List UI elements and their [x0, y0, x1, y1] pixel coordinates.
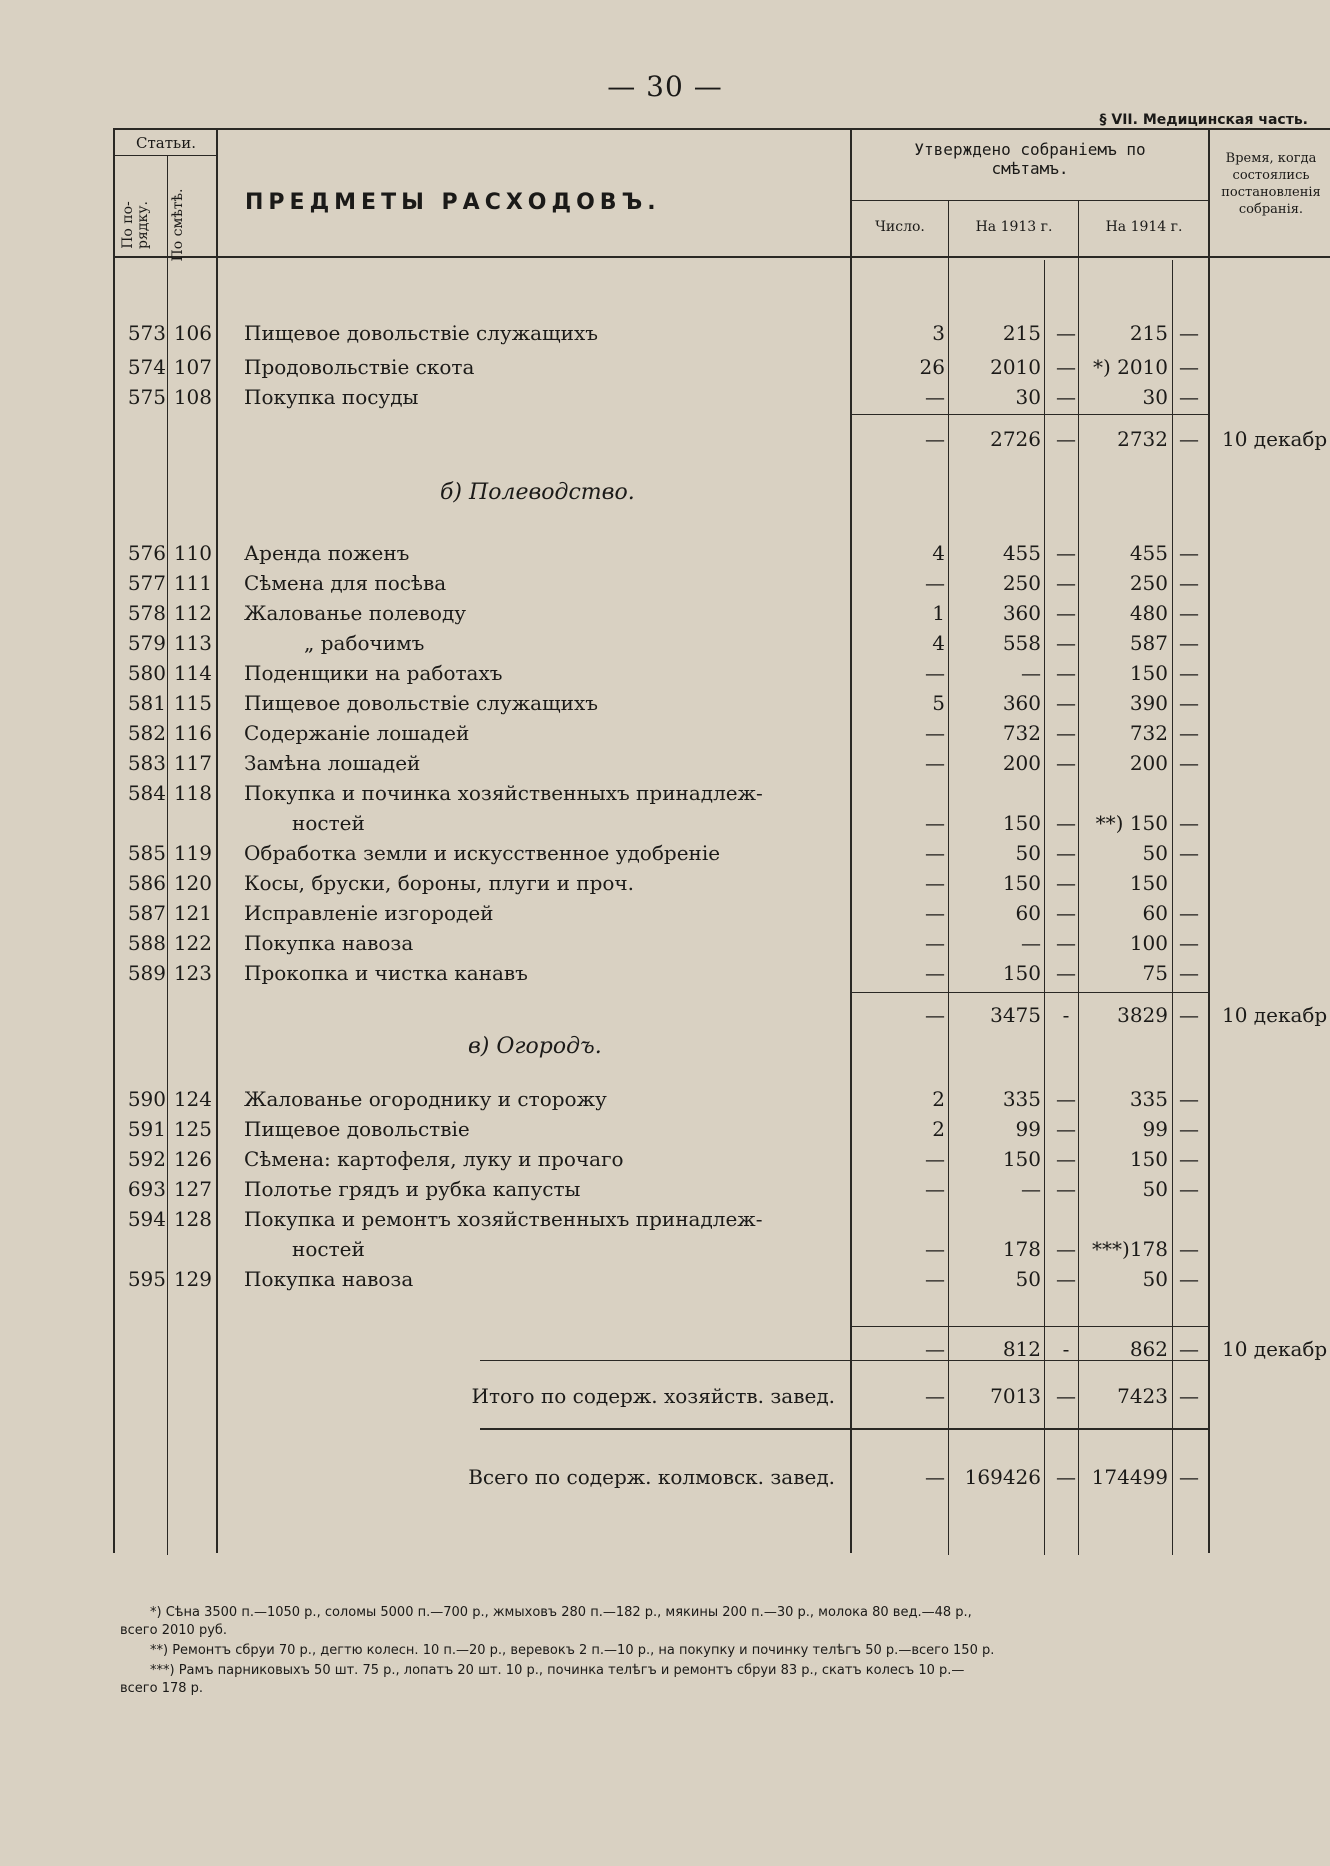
estimate-number: 123: [173, 961, 212, 985]
table-row: [0, 778, 1330, 808]
dash: —: [1179, 661, 1199, 685]
table-row: [0, 1204, 1330, 1234]
dash: —: [1056, 1117, 1076, 1141]
dash: —: [1179, 1237, 1199, 1261]
quantity: —: [925, 1177, 945, 1201]
dash: —: [1056, 631, 1076, 655]
item-name: Поденщики на работахъ: [244, 661, 503, 685]
item-name: Жалованье огороднику и сторожу: [244, 1087, 607, 1111]
vsego-1914: 174499: [1091, 1465, 1168, 1489]
dash: —: [1179, 901, 1199, 925]
vsego-label: Всего по содерж. колмовск. завед.: [468, 1465, 835, 1489]
table-row: [0, 1114, 1330, 1144]
estimate-number: 113: [173, 631, 212, 655]
dash: —: [1056, 721, 1076, 745]
quantity: —: [925, 841, 945, 865]
quantity: 2: [932, 1117, 945, 1141]
table-row: [0, 808, 1330, 838]
table-row: [0, 1334, 1330, 1364]
dash: —: [1179, 355, 1199, 379]
item-name: Прокопка и чистка канавъ: [244, 961, 528, 985]
footnote: **) Ремонтъ сбруи 70 р., дегтю колесн. 10 п.—20 р., веревокъ 2 п.—10 р., на покупку и починку телѣгъ 50 р.—всего 150 р.: [150, 1643, 995, 1658]
table-row: [0, 538, 1330, 568]
quantity: —: [925, 871, 945, 895]
dash: —: [1056, 1267, 1076, 1291]
amount-1914: 250: [1129, 571, 1168, 595]
estimate-number: 128: [173, 1207, 212, 1231]
table-row: [0, 318, 1330, 348]
amount-1914: 455: [1129, 541, 1168, 565]
amount-1913: —: [1021, 931, 1041, 955]
amount-1913: 360: [1002, 601, 1041, 625]
estimate-number: 116: [173, 721, 212, 745]
dash: —: [1056, 661, 1076, 685]
quantity: —: [925, 751, 945, 775]
amount-1914: 50: [1142, 841, 1168, 865]
row-number: 584: [127, 781, 166, 805]
estimate-number: 117: [173, 751, 212, 775]
amount-1914: 480: [1129, 601, 1168, 625]
dash: —: [1056, 1087, 1076, 1111]
subtotal-rule: [850, 414, 1208, 415]
amount-1913: 360: [1002, 691, 1041, 715]
item-name: Полотье грядъ и рубка капусты: [244, 1177, 581, 1201]
header-po-smete: По смѣтѣ.: [170, 188, 186, 262]
header-approved: Утверждено собраніемъ по смѣтамъ.: [914, 140, 1146, 178]
dash: —: [1056, 601, 1076, 625]
amount-1914: *) 2010: [1092, 355, 1168, 379]
table-row: [0, 958, 1330, 988]
amount-1914: **) 150: [1095, 811, 1168, 835]
amount-1913: 150: [1002, 871, 1041, 895]
row-number: 580: [127, 661, 166, 685]
quantity: —: [925, 1237, 945, 1261]
estimate-number: 122: [173, 931, 212, 955]
table-row: [0, 898, 1330, 928]
amount-1914: 335: [1129, 1087, 1168, 1111]
header-vremya: Время, когда состоялись постановленія собранія.: [1221, 151, 1321, 217]
dash: —: [1056, 385, 1076, 409]
decision-date: 10 декабр: [1222, 1337, 1328, 1361]
item-name: Покупка и ремонтъ хозяйственныхъ принадлеж-: [244, 1207, 763, 1231]
item-name: Исправленіе изгородей: [244, 901, 494, 925]
dash: —: [1179, 1147, 1199, 1171]
row-number: 575: [127, 385, 166, 409]
footnote: ***) Рамъ парниковыхъ 50 шт. 75 р., лопатъ 20 шт. 10 р., починка телѣгъ и ремонтъ сбруи 83 р., скатъ колесъ 10 р.—: [150, 1663, 965, 1678]
row-number: 582: [127, 721, 166, 745]
dash: —: [1056, 355, 1076, 379]
table-row: [0, 1144, 1330, 1174]
header-1914: На 1914 г.: [1105, 219, 1183, 235]
table-row: [0, 718, 1330, 748]
amount-1913: 178: [1002, 1237, 1041, 1261]
table-row: [0, 352, 1330, 382]
amount-1913: 812: [1002, 1337, 1041, 1361]
quantity: —: [925, 427, 945, 451]
item-name: Пищевое довольствіе служащихъ: [244, 321, 598, 345]
vsego-row: [0, 1462, 1330, 1492]
itogo-dash: —: [1179, 1384, 1199, 1408]
quantity: —: [925, 1003, 945, 1027]
header-rule: [113, 155, 216, 156]
amount-1913: 200: [1002, 751, 1041, 775]
estimate-number: 129: [173, 1267, 212, 1291]
amount-1913: 2726: [990, 427, 1041, 451]
subhead-polevodstvo: б) Полеводство.: [440, 480, 635, 505]
header-1913: На 1913 г.: [975, 219, 1053, 235]
dash: —: [1056, 931, 1076, 955]
row-number: 576: [127, 541, 166, 565]
amount-1914: 150: [1129, 661, 1168, 685]
dash: —: [1179, 541, 1199, 565]
estimate-number: 112: [173, 601, 212, 625]
quantity: —: [925, 931, 945, 955]
amount-1913: 60: [1015, 901, 1041, 925]
dash: —: [1056, 871, 1076, 895]
table-row: [0, 868, 1330, 898]
itogo-1914: 7423: [1117, 1384, 1168, 1408]
itogo-row: [0, 1381, 1330, 1411]
item-name: Пищевое довольствіе: [244, 1117, 470, 1141]
row-number: 573: [127, 321, 166, 345]
item-name: „ рабочимъ: [304, 631, 425, 655]
header-chislo: Число.: [875, 219, 925, 235]
table-row: [0, 1084, 1330, 1114]
amount-1913: 150: [1002, 961, 1041, 985]
table-row: [0, 1174, 1330, 1204]
estimate-number: 119: [173, 841, 212, 865]
header-rule: [850, 200, 1208, 201]
amount-1914: 215: [1129, 321, 1168, 345]
quantity: —: [925, 385, 945, 409]
amount-1914: 50: [1142, 1267, 1168, 1291]
dash: —: [1179, 1003, 1199, 1027]
quantity: —: [925, 1267, 945, 1291]
vsego-dash: —: [1179, 1465, 1199, 1489]
item-name: Покупка навоза: [244, 931, 414, 955]
estimate-number: 120: [173, 871, 212, 895]
amount-1914: 99: [1142, 1117, 1168, 1141]
row-number: 588: [127, 931, 166, 955]
amount-1913: 215: [1002, 321, 1041, 345]
amount-1914: 200: [1129, 751, 1168, 775]
estimate-number: 107: [173, 355, 212, 379]
estimate-number: 121: [173, 901, 212, 925]
itogo-label: Итого по содерж. хозяйств. завед.: [471, 1384, 835, 1408]
estimate-number: 126: [173, 1147, 212, 1171]
quantity: —: [925, 961, 945, 985]
amount-1913: 50: [1015, 841, 1041, 865]
itogo-1913: 7013: [990, 1384, 1041, 1408]
dash: —: [1056, 427, 1076, 451]
quantity: —: [925, 811, 945, 835]
amount-1914: 150: [1129, 871, 1168, 895]
grand-total-rule: [480, 1428, 1208, 1430]
table-row: [0, 424, 1330, 454]
amount-1913: 50: [1015, 1267, 1041, 1291]
dash: -: [1062, 1003, 1070, 1027]
dash: —: [1179, 691, 1199, 715]
page-number: — 30 —: [607, 70, 723, 103]
footnote: всего 2010 руб.: [120, 1623, 228, 1638]
dash: —: [1056, 811, 1076, 835]
table-row: [0, 1000, 1330, 1030]
decision-date: 10 декабр: [1222, 1003, 1328, 1027]
quantity: —: [925, 1337, 945, 1361]
amount-1913: 30: [1015, 385, 1041, 409]
row-number: 578: [127, 601, 166, 625]
vsego-qty: —: [925, 1465, 945, 1489]
estimate-number: 125: [173, 1117, 212, 1141]
item-name: ностей: [292, 811, 365, 835]
estimate-number: 118: [173, 781, 212, 805]
dash: —: [1056, 571, 1076, 595]
subhead-ogorod: в) Огородъ.: [468, 1034, 602, 1059]
amount-1914: 3829: [1117, 1003, 1168, 1027]
item-name: Сѣмена для посѣва: [244, 571, 447, 595]
amount-1914: 30: [1142, 385, 1168, 409]
dash: —: [1056, 1177, 1076, 1201]
row-number: 574: [127, 355, 166, 379]
quantity: 1: [932, 601, 945, 625]
dash: —: [1179, 1087, 1199, 1111]
quantity: 26: [919, 355, 945, 379]
quantity: 4: [932, 631, 945, 655]
header-bottom-rule: [113, 256, 1330, 258]
item-name: Покупка и починка хозяйственныхъ принадлеж-: [244, 781, 763, 805]
row-number: 590: [127, 1087, 166, 1111]
table-row: [0, 628, 1330, 658]
item-name: Покупка посуды: [244, 385, 419, 409]
amount-1913: 3475: [990, 1003, 1041, 1027]
amount-1914: 587: [1129, 631, 1168, 655]
dash: —: [1179, 571, 1199, 595]
table-row: [0, 568, 1330, 598]
row-number: 586: [127, 871, 166, 895]
dash: —: [1179, 1177, 1199, 1201]
estimate-number: 124: [173, 1087, 212, 1111]
quantity: 5: [932, 691, 945, 715]
table-row: [0, 1234, 1330, 1264]
dash: —: [1179, 631, 1199, 655]
dash: —: [1179, 1337, 1199, 1361]
dash: —: [1179, 385, 1199, 409]
subtotal-rule: [850, 992, 1208, 993]
dash: —: [1056, 841, 1076, 865]
dash: —: [1179, 427, 1199, 451]
item-name: Жалованье полеводу: [244, 601, 467, 625]
dash: —: [1179, 961, 1199, 985]
item-name: Обработка земли и искусственное удобреніе: [244, 841, 721, 865]
table-row: [0, 598, 1330, 628]
amount-1914: 50: [1142, 1177, 1168, 1201]
row-number: 594: [127, 1207, 166, 1231]
table-row: [0, 658, 1330, 688]
item-name: Косы, бруски, бороны, плуги и проч.: [244, 871, 635, 895]
estimate-number: 110: [173, 541, 212, 565]
row-number: 581: [127, 691, 166, 715]
amount-1913: 150: [1002, 811, 1041, 835]
table-row: [0, 928, 1330, 958]
footnote: *) Сѣна 3500 п.—1050 р., соломы 5000 п.—700 р., жмыховъ 280 п.—182 р., мякины 200 п.—30 р., молока 80 вед.—48 р.,: [150, 1605, 972, 1620]
quantity: 3: [932, 321, 945, 345]
row-number: 579: [127, 631, 166, 655]
row-number: 693: [127, 1177, 166, 1201]
item-name: Аренда поженъ: [244, 541, 410, 565]
estimate-number: 127: [173, 1177, 212, 1201]
subtotal-rule: [850, 1326, 1208, 1327]
item-name: Замѣна лошадей: [244, 751, 421, 775]
amount-1913: 558: [1002, 631, 1041, 655]
dash: —: [1179, 931, 1199, 955]
table-row: [0, 748, 1330, 778]
amount-1914: 2732: [1117, 427, 1168, 451]
dash: —: [1179, 841, 1199, 865]
dash: —: [1179, 1117, 1199, 1141]
table-row: [0, 838, 1330, 868]
quantity: 4: [932, 541, 945, 565]
row-number: 595: [127, 1267, 166, 1291]
itogo-qty: —: [925, 1384, 945, 1408]
dash: —: [1179, 721, 1199, 745]
dash: -: [1062, 1337, 1070, 1361]
vsego-1913: 169426: [964, 1465, 1041, 1489]
row-number: 587: [127, 901, 166, 925]
row-number: 585: [127, 841, 166, 865]
amount-1914: 862: [1129, 1337, 1168, 1361]
dash: —: [1179, 1267, 1199, 1291]
dash: —: [1056, 321, 1076, 345]
amount-1913: 99: [1015, 1117, 1041, 1141]
dash: —: [1179, 751, 1199, 775]
estimate-number: 111: [173, 571, 212, 595]
amount-1913: 732: [1002, 721, 1041, 745]
dash: —: [1179, 811, 1199, 835]
dash: —: [1056, 1147, 1076, 1171]
amount-1913: 455: [1002, 541, 1041, 565]
dash: —: [1056, 1237, 1076, 1261]
estimate-number: 108: [173, 385, 212, 409]
row-number: 592: [127, 1147, 166, 1171]
decision-date: 10 декабр: [1222, 427, 1328, 451]
estimate-number: 106: [173, 321, 212, 345]
header-stati: Статьи.: [136, 134, 196, 152]
amount-1914: 390: [1129, 691, 1168, 715]
amount-1914: 150: [1129, 1147, 1168, 1171]
quantity: 2: [932, 1087, 945, 1111]
footnote: всего 178 р.: [120, 1681, 204, 1696]
table-row: [0, 382, 1330, 412]
quantity: —: [925, 661, 945, 685]
dash: —: [1056, 691, 1076, 715]
item-name: Продовольствіе скота: [244, 355, 475, 379]
table-row: [0, 688, 1330, 718]
amount-1913: 250: [1002, 571, 1041, 595]
amount-1913: —: [1021, 1177, 1041, 1201]
table-title: ПРЕДМЕТЫ РАСХОДОВЪ.: [245, 190, 661, 215]
row-number: 591: [127, 1117, 166, 1141]
dash: —: [1056, 961, 1076, 985]
row-number: 577: [127, 571, 166, 595]
quantity: —: [925, 721, 945, 745]
quantity: —: [925, 901, 945, 925]
dash: —: [1179, 601, 1199, 625]
item-name: ностей: [292, 1237, 365, 1261]
amount-1913: —: [1021, 661, 1041, 685]
amount-1914: 75: [1142, 961, 1168, 985]
dash: —: [1056, 751, 1076, 775]
row-number: 589: [127, 961, 166, 985]
quantity: —: [925, 1147, 945, 1171]
table-top-rule: [113, 128, 1330, 130]
itogo-dash: —: [1056, 1384, 1076, 1408]
dash: —: [1056, 541, 1076, 565]
quantity: —: [925, 571, 945, 595]
estimate-number: 114: [173, 661, 212, 685]
item-name: Покупка навоза: [244, 1267, 414, 1291]
dash: —: [1056, 901, 1076, 925]
estimate-number: 115: [173, 691, 212, 715]
row-number: 583: [127, 751, 166, 775]
item-name: Сѣмена: картофеля, луку и прочаго: [244, 1147, 624, 1171]
dash: —: [1179, 321, 1199, 345]
item-name: Пищевое довольствіе служащихъ: [244, 691, 598, 715]
amount-1913: 2010: [990, 355, 1041, 379]
section-heading: § VII. Медицинская часть.: [1099, 112, 1308, 128]
amount-1913: 150: [1002, 1147, 1041, 1171]
amount-1913: 335: [1002, 1087, 1041, 1111]
header-po-poryadku: По по-рядку.: [120, 201, 151, 249]
amount-1914: 732: [1129, 721, 1168, 745]
table-row: [0, 1264, 1330, 1294]
amount-1914: 60: [1142, 901, 1168, 925]
item-name: Содержаніе лошадей: [244, 721, 470, 745]
amount-1914: ***)178: [1092, 1237, 1168, 1261]
vsego-dash: —: [1056, 1465, 1076, 1489]
amount-1914: 100: [1129, 931, 1168, 955]
